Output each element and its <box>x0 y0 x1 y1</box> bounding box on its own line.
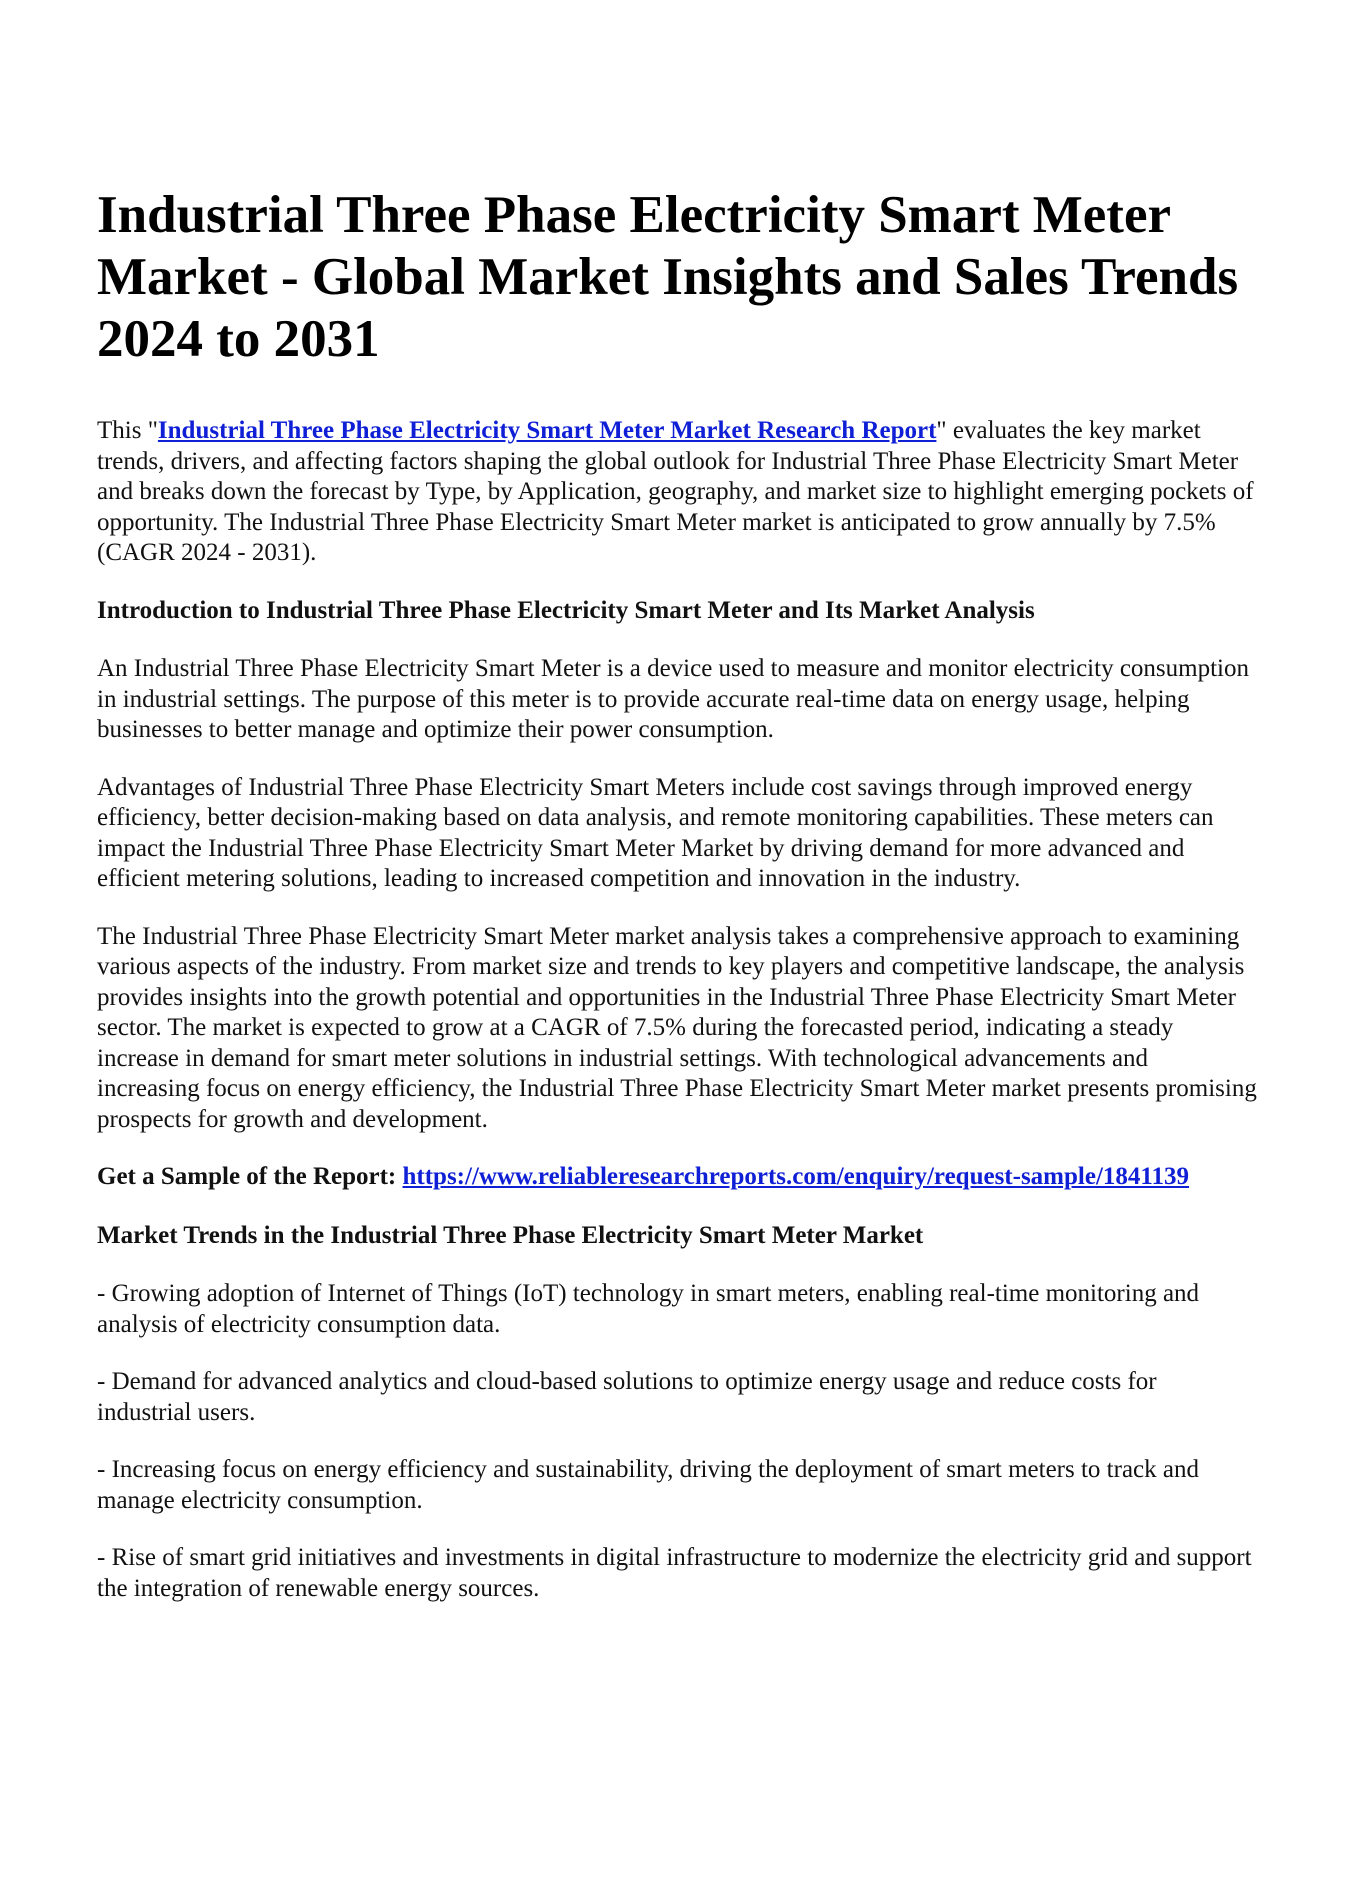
sample-label: Get a Sample of the Report: <box>97 1163 403 1190</box>
paragraph-analysis: The Industrial Three Phase Electricity Smart Meter market analysis takes a comprehensive approach to examining various aspects of the industry. From market size and trends to key players and competitive landscape, the analysis provides insights into the growth potential and opportunities in the Industrial Three Phase Electricity Smart Meter sector. The market is expected to grow at a CAGR of 7.5% during the forecasted period, indicating a steady increase in demand for smart meter solutions in industrial settings. With technological advancements and increasing focus on energy efficiency, the Industrial Three Phase Electricity Smart Meter market presents promising prospects for growth and development. <box>97 922 1257 1133</box>
section-heading-trends: Market Trends in the Industrial Three Phase Electricity Smart Meter Market <box>97 1221 924 1249</box>
trend-item: - Increasing focus on energy efficiency and sustainability, driving the deployment of smart meters to track and manage electricity consumption. <box>97 1456 1199 1514</box>
sample-report-link[interactable]: https://www.reliableresearchreports.com/enquiry/request-sample/1841139 <box>402 1163 1190 1190</box>
page-title: Industrial Three Phase Electricity Smart Meter Market - Global Market Insights and Sales Trends 2024 to 2031 <box>97 186 1239 368</box>
section-heading-introduction: Introduction to Industrial Three Phase Electricity Smart Meter and Its Market Analysis <box>97 596 1035 624</box>
intro-prefix: This " <box>97 417 158 444</box>
document-page <box>97 184 1257 1631</box>
trend-item: - Rise of smart grid initiatives and investments in digital infrastructure to modernize the electricity grid and support the integration of renewable energy sources. <box>97 1544 1252 1602</box>
intro-paragraph <box>97 416 1257 569</box>
paragraph-advantages: Advantages of Industrial Three Phase Electricity Smart Meters include cost savings through improved energy efficiency, better decision-making based on data analysis, and remote monitoring capabilities. These meters can impact the Industrial Three Phase Electricity Smart Meter Market by driving demand for more advanced and efficient metering solutions, leading to increased competition and innovation in the industry. <box>97 773 1214 892</box>
sample-line <box>97 1162 1257 1193</box>
report-link[interactable]: Industrial Three Phase Electricity Smart Meter Market Research Report <box>157 417 937 444</box>
intro-suffix: " evaluates the key market trends, drivers, and affecting factors shaping the global outlook for Industrial Three Phase Electricity Smart Meter and breaks down the forecast by Type, by Application, geography, and market size to highlight emerging pockets of opportunity. The Industrial Three Phase Electricity Smart Meter market is anticipated to grow annually by 7.5% (CAGR 2024 - 2031). <box>97 417 1254 566</box>
trend-item: - Growing adoption of Internet of Things (IoT) technology in smart meters, enabling real-time monitoring and analysis of electricity consumption data. <box>97 1280 1200 1338</box>
paragraph-definition: An Industrial Three Phase Electricity Smart Meter is a device used to measure and monitor electricity consumption in industrial settings. The purpose of this meter is to provide accurate real-time data on energy usage, helping businesses to better manage and optimize their power consumption. <box>97 655 1249 743</box>
trend-item: - Demand for advanced analytics and cloud-based solutions to optimize energy usage and reduce costs for industrial users. <box>97 1368 1157 1426</box>
